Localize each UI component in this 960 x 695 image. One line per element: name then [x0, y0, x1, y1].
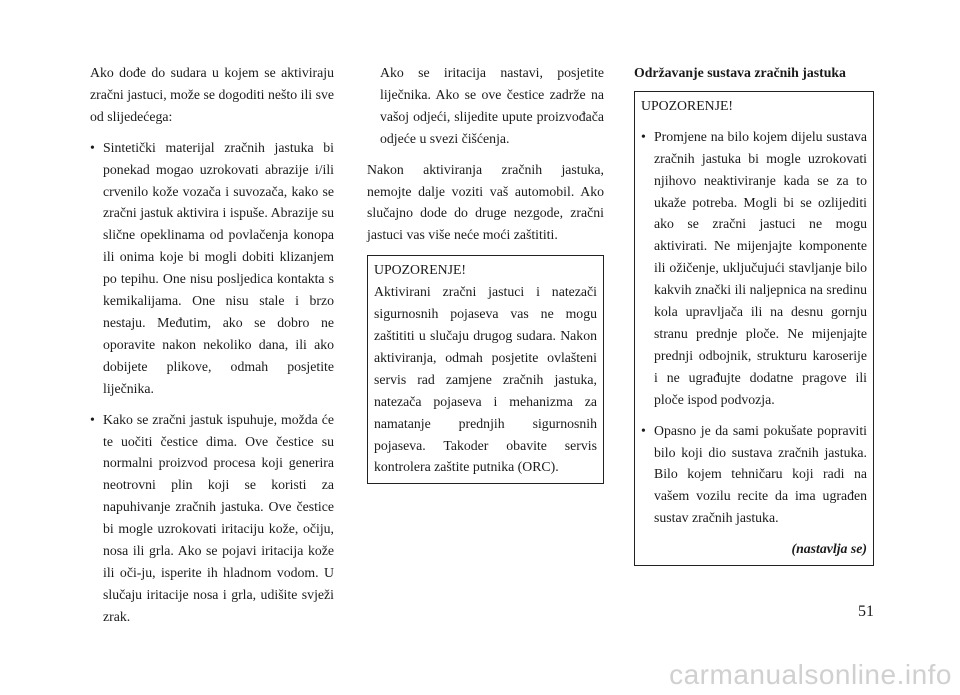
warning-bullet-repair: • Opasno je da sami pokušate popraviti bilo koji dio sustava zračnih jastuka. Bilo kojem tehničaru koji radi na vašem vozilu recite da ima ugrađen sustav zračnih jastuka.	[641, 420, 867, 530]
bullet-smoke-particles: • Kako se zračni jastuk ispuhuje, možda će te uočiti čestice dima. Ove čestice su normalni proizvod procesa koji generira neotrovni plin koji se koristi za napuhivanje zračnih jastuka. Ove čestice bi mogle uzrokovati iritaciju kože, očiju, nosa ili grla. Ako se pojavi iritacija kože ili oči-ju, isperite ih hladnom vodom. U slučaju iritacije nosa i grla, udišite svježi zrak.	[90, 409, 334, 628]
right-column	[634, 62, 874, 566]
continued-note: (nastavlja se)	[791, 541, 867, 557]
warning-box-2	[634, 91, 874, 566]
warning-bullet-modifications: • Promjene na bilo kojem dijelu sustava zračnih jastuka bi mogle uzrokovati njihovo neaktiviranje kada se za to ukaže potreba. Mogli bi se ozlijediti ako se zračni jastuci ne mogu aktivirati. Ne mijenjajte komponente ili ožičenje, uključujući stavljanje bilo kakvih znački ili naljepnica na sredinu kola upravljača ili na desnu gornju stranu prednje ploče. Ne mijenjajte prednji odbojnik, strukturu karoserije i ne ugrađujte dodatne pragove ili ploče ispod podvozja.	[641, 126, 867, 411]
warning-title: UPOZORENJE!	[641, 97, 733, 113]
intro-paragraph: Ako dođe do sudara u kojem se aktiviraju zračni jastuci, može se dogoditi nešto ili sve od slijedećega:	[90, 65, 334, 124]
continuation-paragraph: Ako se iritacija nastavi, posjetite liječnika. Ako se ove čestice zadrže na vašoj odjeći, slijedite upute proizvođača odjeće u svezi čišćenja.	[380, 65, 604, 146]
after-deployment-paragraph: Nakon aktiviranja zračnih jastuka, nemojte dalje voziti vaš automobil. Ako slučajno dode do druge nezgode, zračni jastuci vas više neće moći zaštititi.	[367, 161, 604, 243]
section-heading: Održavanje sustava zračnih jastuka	[634, 65, 846, 80]
warning-box-1	[367, 255, 604, 484]
watermark: carmanualsonline.info	[669, 659, 952, 690]
middle-column	[367, 62, 604, 484]
left-column	[90, 62, 334, 628]
warning-title: UPOZORENJE!	[374, 262, 466, 278]
bullet-abrasion: • Sintetički materijal zračnih jastuka bi ponekad mogao uzrokovati abrazije i/ili crvenilo kože vozača i suvozača, kako se zračni jastuk aktivira i ispuše. Abrazije su slične opeklinama od povlačenja konopa ili onima koje bi mogli dobiti klizanjem po tepihu. One nisu posljedica kontakta s kemikalijama. One nisu stale i brzo nestaju. Međutim, ako se dobro ne oporavite nakon nekoliko dana, ili ako dobijete plikove, odmah posjetite liječnika.	[90, 137, 334, 400]
page-number: 51	[858, 603, 874, 620]
warning-text: Aktivirani zračni jastuci i natezači sigurnosnih pojaseva vas ne mogu zaštititi u slučaju drugog sudara. Nakon aktiviranja, odmah posjetite ovlašteni servis rad zamjene zračnih jastuka, natezača pojaseva i mehanizma za namatanje prednjih sigurnosnih pojaseva. Takoder obavite servis kontrolera zaštite putnika (ORC).	[374, 284, 597, 475]
